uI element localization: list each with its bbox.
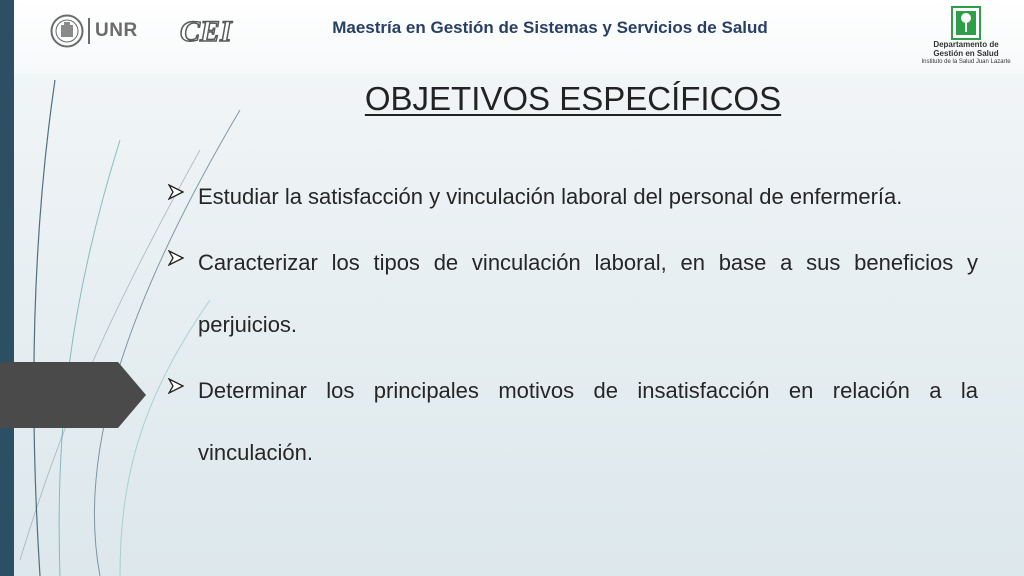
unr-logo [50,12,145,50]
dept-line-2: Gestión en Salud [933,49,999,58]
objectives-list [168,166,978,488]
list-item [168,360,978,484]
university-seal-icon [50,14,84,48]
bullet-arrow-icon [168,250,184,266]
cei-logo-text: CEI [180,15,232,48]
objective-text: Estudiar la satisfacción y vinculación laboral del personal de enfermería. [198,184,903,209]
unr-logo-text: UNR [95,20,138,41]
cei-logo-icon [178,10,244,50]
list-item [168,232,978,356]
bullet-arrow-icon [168,184,184,200]
list-item [168,166,978,228]
objective-text: Caracterizar los tipos de vinculación laboral, en base a sus beneficios y perjuicios. [198,250,978,337]
dept-line-3: Instituto de la Salud Juan Lazarte [921,59,1011,65]
header-title: Maestría en Gestión de Sistemas y Servicios de Salud [332,18,768,37]
slide-title: OBJETIVOS ESPECÍFICOS [364,80,782,117]
department-logo [916,6,1016,76]
objective-text: Determinar los principales motivos de insatisfacción en relación a la vinculación. [198,378,978,465]
bullet-arrow-icon [168,378,184,394]
dept-line-1: Departamento de [933,40,999,49]
department-logo-icon [951,6,981,40]
logo-separator [88,18,90,44]
arrow-tab-shape [0,362,146,428]
